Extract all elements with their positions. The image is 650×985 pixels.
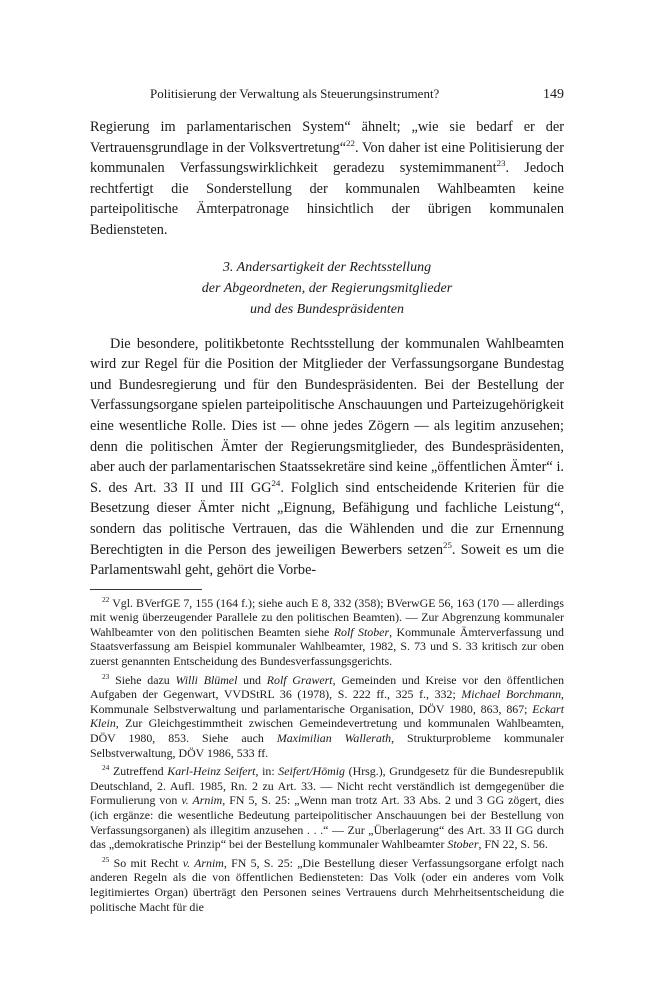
paragraph-text: Die besondere, politikbetonte Rechtsstellung der kommunalen Wahlbeamten wird zur Regel für die Position der Mitglieder der Verfassungsorgane Bundestag und Bundesregierung und für den Bundespräsidenten. Bei der Bestellung der Verfassungsorgane spielen parteipolitische Anschauungen und Parteizugehörigkeit eine wesentliche Rolle. Dies ist — ohne jedes Zögern — als legitim anzusehen; denn die politischen Ämter der Regierungsmitglieder, des Bundespräsidenten, aber auch der parlamentarischen Staatssekretäre sind keine „öffentlichen Ämter“ i. S. des Art. 33 II und III GG [90, 335, 564, 496]
footnote-ref: 25 [443, 539, 452, 550]
running-header [90, 86, 564, 103]
footnote-ref: 24 [271, 477, 281, 488]
footnote-number: 25 [102, 854, 110, 864]
paragraph-continued [90, 117, 564, 241]
paragraph-text: . Soweit es um die Parlamentswahl geht, gehört die Vorbe- [90, 541, 565, 579]
footnote-ref: 23 [496, 158, 506, 169]
author-name: Stober [447, 837, 479, 852]
footnotes [90, 596, 564, 914]
author-name: Michael Borchmann [461, 687, 562, 702]
author-name: Karl-Heinz Seifert [167, 764, 256, 779]
footnote-text: Vgl. BVerfGE 7, 155 (164 f.); siehe auch E 8, 332 (358); BVerwGE 56, 163 (170 — allerdings mit wenig überzeugender Parallele zu den politischen Beamten). — Zur Abgrenzung kommunaler Wahlbeamter von den politischen Beamten siehe [90, 595, 564, 639]
footnote-text: und [237, 672, 267, 687]
footnote-number: 24 [102, 763, 110, 773]
author-name: v. Arnim [181, 793, 223, 808]
paragraph-text: . Folglich sind entscheidende Kriterien für die Besetzung dieser Ämter nicht „Eignung, Befähigung und fachliche Leistung“, sondern das politische Vertrauen, das die Wählenden und die zur Ernennung Berechtigten in die Person des jeweiligen Bewerbers setzen [90, 479, 564, 558]
footnote-text: , FN 5, S. 25: „Wenn man trotz Art. 33 Abs. 2 und 3 GG zögert, dies (ich ergänze: die wesentliche Bedeutung parteipolitischer Anschauungen bei der Bestellung von Verfassungsorganen) als illegitim anzusehen . . .“ — Zur „Überlagerung“ des Art. 33 II GG durch das „demokratische Prinzip“ bei der Bestellung kommunaler Wahlbeamter [90, 793, 564, 852]
footnote-text: , Zur Gleichgestimmtheit zwischen Gemeindevertretung und kommunalen Wahlbeamten, DÖV 1980, 853. Siehe auch [90, 716, 564, 746]
author-name: Eckart Klein [90, 701, 564, 731]
footnote-text: , Strukturprobleme kommunaler Selbstverwaltung, DÖV 1986, 533 ff. [90, 731, 564, 760]
footnote-number: 22 [102, 594, 110, 604]
section-heading-line: der Abgeordneten, der Regierungsmitglieder [201, 280, 453, 296]
author-name: Rolf Stober [333, 624, 390, 639]
footnote-ref: 22 [346, 137, 355, 148]
page-number: 149 [543, 87, 564, 102]
paragraph [90, 334, 564, 581]
author-name: Rolf Grawert [266, 672, 333, 687]
author-name: Seifert/Hömig [278, 764, 345, 779]
section-heading-line: 3. Andersartigkeit der Rechtsstellung [222, 259, 432, 275]
author-name: v. Arnim [182, 855, 224, 870]
footnote-text: Siehe dazu [109, 672, 176, 687]
paragraph-text: . Von daher ist eine Politisierung der kommunalen Verfassungswirklichkeit geradezu systemimmanent [90, 139, 564, 177]
paragraph-text: Regierung im parlamentarischen System“ ähnelt; „wie sie bedarf er der Vertrauensgrundlage in der Volksvertretung“ [90, 119, 564, 156]
footnote-text: (Hrsg.), Grundgesetz für die Bundesrepublik Deutschland, 2. Aufl. 1985, Rn. 2 zu Art. 33. — Nicht recht verständlich ist demgegenüber die Formulierung von [90, 764, 564, 808]
footnote-23 [90, 673, 564, 761]
footnote-text: , Kommunale Ämterverfassung und Staatsverfassung am Beispiel kommunaler Wahlbeamter, 1982, S. 73 und S. 33 kritisch zur oben zuerst genannten Entscheidung des Bundesverfassungsgerichts. [90, 624, 564, 669]
body-text [90, 117, 564, 581]
footnote-separator [90, 589, 202, 590]
author-name: Maximilian Wallerath [276, 731, 392, 746]
footnote-text: Zutreffend [109, 764, 168, 779]
footnote-text: , in: [255, 764, 279, 779]
section-heading [90, 257, 564, 320]
footnote-number: 23 [102, 671, 110, 681]
footnote-text: , Kommunale Selbstverwaltung und parlamentarische Organisation, DÖV 1980, 863, 867; [90, 687, 564, 716]
footnote-text: , Gemeinden und Kreise vor den öffentlichen Aufgaben der Gegenwart, VVDStRL 36 (1978), S. 222 ff., 325 f., 332; [90, 672, 565, 702]
footnote-text: So mit Recht [109, 855, 183, 870]
section-heading-line: und des Bundespräsidenten [250, 301, 404, 317]
footnote-25 [90, 856, 564, 914]
footnote-22 [90, 596, 564, 669]
footnote-24 [90, 764, 564, 852]
footnote-text: , FN 22, S. 56. [478, 837, 548, 852]
paragraph-text: . Jedoch rechtfertigt die Sonderstellung der kommunalen Wahlbeamten keine parteipolitische Ämterpatronage hinsichtlich der übrigen kommunalen Bediensteten. [90, 160, 564, 238]
running-title: Politisierung der Verwaltung als Steuerungsinstrument? [150, 86, 440, 101]
footnote-text: , FN 5, S. 25: „Die Bestellung dieser Verfassungsorgane erfolgt nach anderen Regeln als die von öffentlichen Bediensteten: Das Volk (oder ein anderes vom Volk legitimiertes Organ) überträgt den Personen seines Vertrauens durch Mehrheitsentscheidung die politische Macht für die [90, 855, 564, 914]
author-name: Willi Blümel [175, 672, 238, 687]
